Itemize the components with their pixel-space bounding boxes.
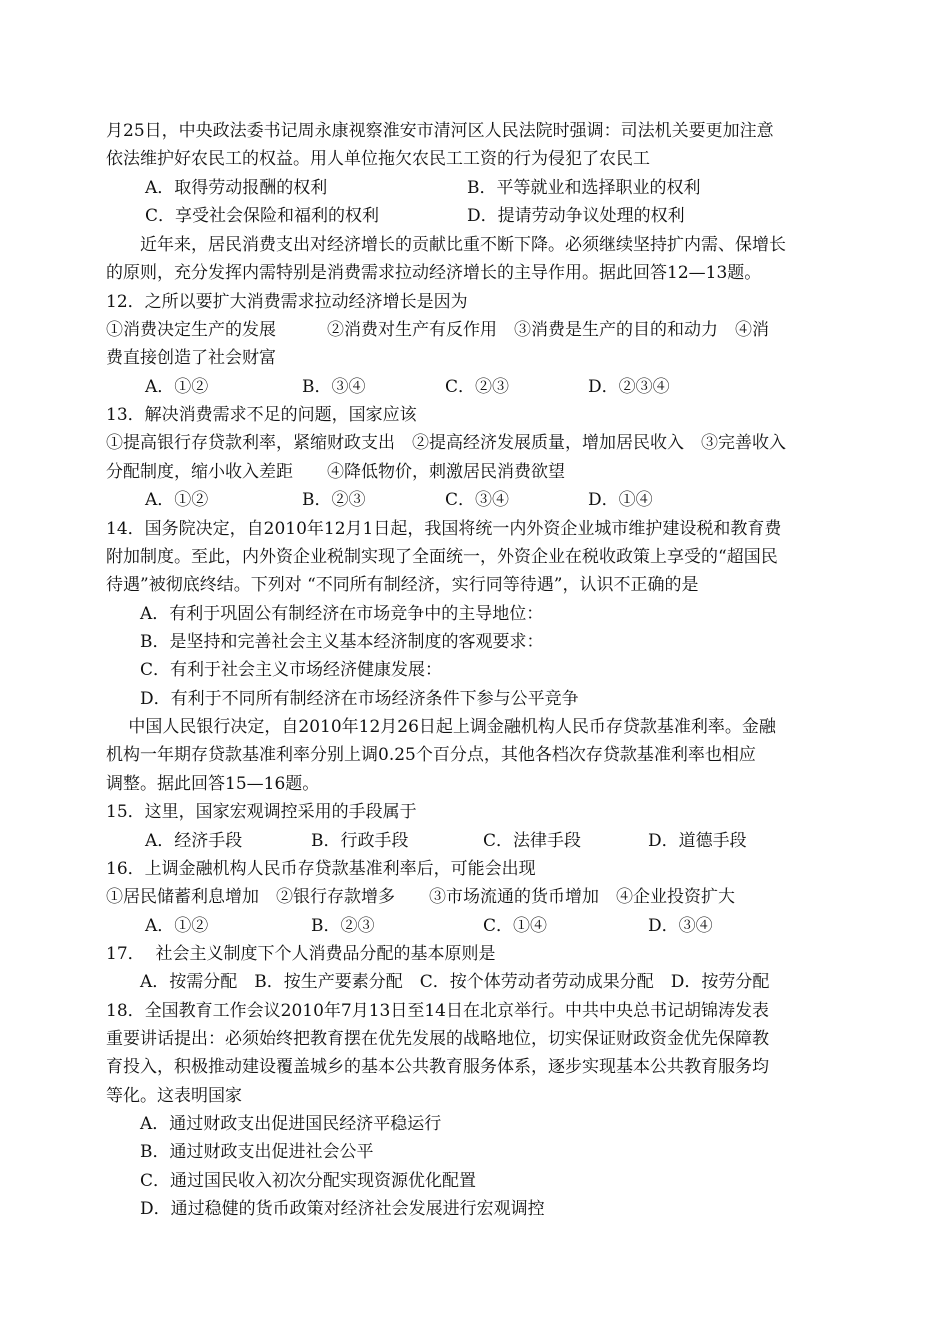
option-q15-b: B．行政手段 (311, 831, 409, 851)
option-q15-a: A．经济手段 (145, 831, 243, 851)
option-q18-b: B．通过财政支出促进社会公平 (106, 1142, 374, 1162)
option-q12-d: D．②③④ (588, 377, 670, 397)
option-q11-b: B．平等就业和选择职业的权利 (467, 178, 701, 198)
question-12: 12．之所以要扩大消费需求拉动经济增长是因为 (106, 292, 468, 312)
option-q15-d: D．道德手段 (648, 831, 747, 851)
question-17: 17． 社会主义制度下个人消费品分配的基本原则是 (106, 944, 496, 964)
option-q11-d: D．提请劳动争议处理的权利 (467, 206, 685, 226)
option-q14-b: B．是坚持和完善社会主义基本经济制度的客观要求： (106, 632, 544, 652)
text-line: 中国人民银行决定，自2010年12月26日起上调金融机构人民币存贷款基准利率。金融 (106, 717, 776, 737)
text-line: 的原则，充分发挥内需特别是消费需求拉动经济增长的主导作用。据此回答12—13题。 (106, 263, 762, 283)
text-line: 费直接创造了社会财富 (106, 348, 276, 368)
text-line: 重要讲话提出：必须始终把教育摆在优先发展的战略地位，切实保证财政资金优先保障教 (106, 1029, 769, 1049)
text-line: 调整。据此回答15—16题。 (106, 774, 320, 794)
option-q14-c: C．有利于社会主义市场经济健康发展： (106, 660, 443, 680)
text-line: 分配制度，缩小收入差距 ④降低物价，刺激居民消费欲望 (106, 462, 565, 482)
text-line: 等化。这表明国家 (106, 1086, 242, 1106)
text-line: 近年来，居民消费支出对经济增长的贡献比重不断下降。必须继续坚持扩内需、保增长 (106, 235, 786, 255)
option-q11-a: A．取得劳动报酬的权利 (145, 178, 328, 198)
option-q13-d: D．①④ (588, 490, 653, 510)
option-q12-c: C．②③ (445, 377, 510, 397)
option-q12-a: A．①② (145, 377, 209, 397)
text-line: 育投入，积极推动建设覆盖城乡的基本公共教育服务体系，逐步实现基本公共教育服务均 (106, 1057, 769, 1077)
text-line: 依法维护好农民工的权益。用人单位拖欠农民工工资的行为侵犯了农民工 (106, 149, 650, 169)
options-q17: A．按需分配 B．按生产要素分配 C．按个体劳动者劳动成果分配 D．按劳分配 (106, 972, 770, 992)
option-q11-c: C．享受社会保险和福利的权利 (145, 206, 380, 226)
option-q16-c: C．①④ (483, 916, 548, 936)
question-15: 15．这里，国家宏观调控采用的手段属于 (106, 802, 417, 822)
option-q16-a: A．①② (145, 916, 209, 936)
text-line: 月25日，中央政法委书记周永康视察淮安市清河区人民法院时强调：司法机关要更加注意 (106, 121, 774, 141)
text-line: ①居民储蓄利息增加 ②银行存款增多 ③市场流通的货币增加 ④企业投资扩大 (106, 887, 735, 907)
text-line: 附加制度。至此，内外资企业税制实现了全面统一，外资企业在税收政策上享受的“超国民 (106, 547, 778, 567)
option-q18-c: C．通过国民收入初次分配实现资源优化配置 (106, 1171, 477, 1191)
option-q14-d: D．有利于不同所有制经济在市场经济条件下参与公平竞争 (106, 689, 579, 709)
text-line: ①提高银行存贷款利率，紧缩财政支出 ②提高经济发展质量，增加居民收入 ③完善收入 (106, 433, 786, 453)
text-line: ①消费决定生产的发展 ②消费对生产有反作用 ③消费是生产的目的和动力 ④消 (106, 320, 769, 340)
question-13: 13．解决消费需求不足的问题，国家应该 (106, 405, 417, 425)
question-14: 14．国务院决定，自2010年12月1日起，我国将统一内外资企业城市维护建设税和教育费 (106, 519, 782, 539)
question-18: 18．全国教育工作会议2010年7月13日至14日在北京举行。中共中央总书记胡锦涛发表 (106, 1001, 769, 1021)
option-q14-a: A．有利于巩固公有制经济在市场竞争中的主导地位： (106, 604, 544, 624)
option-q13-c: C．③④ (445, 490, 510, 510)
text-line: 机构一年期存贷款基准利率分别上调0.25个百分点，其他各档次存贷款基准利率也相应 (106, 745, 756, 765)
option-q13-b: B．②③ (302, 490, 366, 510)
text-line: 待遇”被彻底终结。下列对 “不同所有制经济，实行同等待遇”，认识不正确的是 (106, 575, 699, 595)
option-q16-b: B．②③ (311, 916, 375, 936)
option-q13-a: A．①② (145, 490, 209, 510)
option-q15-c: C．法律手段 (483, 831, 582, 851)
option-q18-a: A．通过财政支出促进国民经济平稳运行 (106, 1114, 442, 1134)
option-q16-d: D．③④ (648, 916, 713, 936)
question-16: 16．上调金融机构人民币存贷款基准利率后，可能会出现 (106, 859, 536, 879)
option-q18-d: D．通过稳健的货币政策对经济社会发展进行宏观调控 (106, 1199, 545, 1219)
option-q12-b: B．③④ (302, 377, 366, 397)
